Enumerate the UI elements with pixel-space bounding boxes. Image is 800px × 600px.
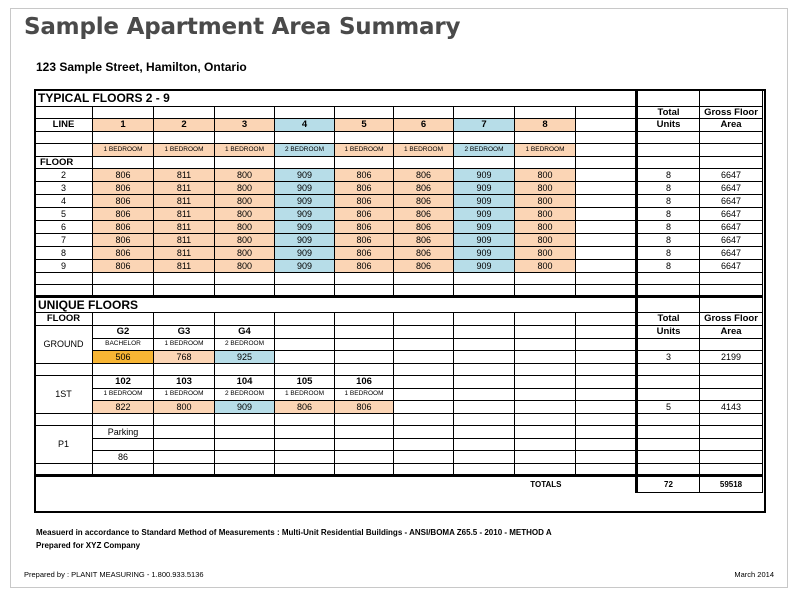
floor-total-units: 8 <box>637 247 700 260</box>
floor-number: 7 <box>35 234 93 247</box>
line-number: 2 <box>154 119 215 132</box>
unit-area-cell: 800 <box>515 221 576 234</box>
line-number: 6 <box>394 119 454 132</box>
unit-number: 103 <box>154 376 215 389</box>
unit-area-cell: 800 <box>515 234 576 247</box>
unit-type-label: 1 BEDROOM <box>394 144 454 157</box>
unit-area-cell: 806 <box>93 247 154 260</box>
unit-area-cell: 806 <box>93 182 154 195</box>
ground-total-units: 3 <box>637 351 700 364</box>
totals-label-cell: TOTALS <box>530 479 562 489</box>
unit-area-cell: 909 <box>454 195 515 208</box>
line-number: 7 <box>454 119 515 132</box>
unit-area-cell: 811 <box>154 221 215 234</box>
unit-type-label: 1 BEDROOM <box>154 144 215 157</box>
unit-area-cell: 800 <box>515 182 576 195</box>
unit-area-cell: 822 <box>93 401 154 414</box>
floor-total-units: 8 <box>637 221 700 234</box>
unit-area-cell: 806 <box>93 195 154 208</box>
unit-type-label: 2 BEDROOM <box>454 144 515 157</box>
unit-area-cell: 800 <box>215 221 275 234</box>
unit-area-cell: 806 <box>335 195 394 208</box>
unit-number: 106 <box>335 376 394 389</box>
measurement-standard-note: Measuerd in accordance to Standard Method of Measurements : Multi-Unit Residential Buildings - ANSI/BOMA Z65.5 - 2010 - METHOD A <box>36 528 552 537</box>
line-number: 8 <box>515 119 576 132</box>
unit-area-cell: 909 <box>275 234 335 247</box>
unit-type-label: 2 BEDROOM <box>275 144 335 157</box>
unique-floors-heading: UNIQUE FLOORS <box>35 297 637 313</box>
unit-area-cell: 806 <box>335 182 394 195</box>
unit-area-cell: 806 <box>335 221 394 234</box>
unit-area-cell: 909 <box>275 169 335 182</box>
unit-area-cell: 800 <box>515 195 576 208</box>
floor-total-units: 8 <box>637 234 700 247</box>
gross-floor-area-header: Area <box>700 119 763 132</box>
unit-area-cell: 806 <box>394 260 454 273</box>
line-number: 5 <box>335 119 394 132</box>
first-gross-area: 4143 <box>700 401 763 414</box>
unit-area-cell: 909 <box>275 247 335 260</box>
unit-area-cell: 909 <box>275 195 335 208</box>
unit-area-cell: 806 <box>93 169 154 182</box>
unit-area-cell: 806 <box>335 401 394 414</box>
grand-total-area: 59518 <box>700 476 763 493</box>
unit-number: G4 <box>215 326 275 339</box>
unit-area-cell: 909 <box>275 260 335 273</box>
unit-type-label: 2 BEDROOM <box>215 389 275 401</box>
unit-area-cell: 811 <box>154 208 215 221</box>
unit-type-label: BACHELOR <box>93 339 154 351</box>
unit-area-cell: 909 <box>454 234 515 247</box>
unit-area-cell: 806 <box>394 221 454 234</box>
parking-label: Parking <box>93 426 154 439</box>
unit-type-label: 1 BEDROOM <box>275 389 335 401</box>
unit-area-cell: 800 <box>215 234 275 247</box>
unit-area-cell: 806 <box>335 234 394 247</box>
unit-area-cell: 811 <box>154 169 215 182</box>
unit-area-cell: 800 <box>215 208 275 221</box>
unit-area-cell: 806 <box>335 169 394 182</box>
unit-area-cell: 806 <box>93 208 154 221</box>
unit-area-cell: 800 <box>515 169 576 182</box>
typical-floors-heading: TYPICAL FLOORS 2 - 9 <box>35 90 637 107</box>
unit-area-cell: 800 <box>515 247 576 260</box>
unit-area-cell: 909 <box>275 221 335 234</box>
unit-area-cell: 806 <box>394 169 454 182</box>
address: 123 Sample Street, Hamilton, Ontario <box>36 60 247 74</box>
floor-number: 8 <box>35 247 93 260</box>
ground-gross-area: 2199 <box>700 351 763 364</box>
unit-area-cell: 909 <box>454 260 515 273</box>
unit-area-cell: 800 <box>515 208 576 221</box>
unit-area-cell: 909 <box>454 247 515 260</box>
first-floor-label: 1ST <box>35 376 93 414</box>
unit-number: G3 <box>154 326 215 339</box>
unit-area-cell: 811 <box>154 195 215 208</box>
gross-floor-area-header: Gross Floor <box>700 313 763 326</box>
date-footer: March 2014 <box>734 570 774 579</box>
unit-area-cell: 806 <box>394 195 454 208</box>
unit-area-cell: 909 <box>275 182 335 195</box>
unit-area-cell: 800 <box>215 169 275 182</box>
unit-area-cell: 909 <box>454 169 515 182</box>
unit-type-label: 1 BEDROOM <box>154 339 215 351</box>
floor-gross-area: 6647 <box>700 234 763 247</box>
floor-total-units: 8 <box>637 169 700 182</box>
first-total-units: 5 <box>637 401 700 414</box>
unit-area-cell: 806 <box>93 234 154 247</box>
floor-gross-area: 6647 <box>700 195 763 208</box>
unit-area-cell: 800 <box>215 247 275 260</box>
unit-area-cell: 811 <box>154 260 215 273</box>
unit-area-cell: 806 <box>335 260 394 273</box>
floor-gross-area: 6647 <box>700 182 763 195</box>
page-title: Sample Apartment Area Summary <box>24 14 461 40</box>
unit-area-cell: 506 <box>93 351 154 364</box>
unit-type-label: 2 BEDROOM <box>215 339 275 351</box>
floor-number: 9 <box>35 260 93 273</box>
unit-number: 105 <box>275 376 335 389</box>
gross-floor-area-header: Area <box>700 326 763 339</box>
unit-area-cell: 800 <box>515 260 576 273</box>
floor-number: 5 <box>35 208 93 221</box>
unit-type-label: 1 BEDROOM <box>335 389 394 401</box>
unit-area-cell: 806 <box>394 182 454 195</box>
table-outer-border <box>34 89 766 513</box>
floor-gross-area: 6647 <box>700 208 763 221</box>
unit-area-cell: 811 <box>154 182 215 195</box>
line-number: 1 <box>93 119 154 132</box>
gross-floor-area-header: Gross Floor <box>700 107 763 119</box>
unit-area-cell: 909 <box>215 401 275 414</box>
unit-area-cell: 800 <box>215 195 275 208</box>
floor-label: FLOOR <box>35 157 93 169</box>
unit-area-cell: 909 <box>454 208 515 221</box>
total-units-header: Total <box>637 313 700 326</box>
line-number: 4 <box>275 119 335 132</box>
unit-type-label: 1 BEDROOM <box>515 144 576 157</box>
grand-total-units: 72 <box>637 476 700 493</box>
parking-count: 86 <box>93 451 154 464</box>
unit-type-label: 1 BEDROOM <box>93 389 154 401</box>
unit-number: 102 <box>93 376 154 389</box>
unit-area-cell: 909 <box>275 208 335 221</box>
total-units-header: Units <box>637 119 700 132</box>
floor-total-units: 8 <box>637 195 700 208</box>
unit-area-cell: 800 <box>154 401 215 414</box>
unit-type-label: 1 BEDROOM <box>335 144 394 157</box>
unit-area-cell: 806 <box>394 208 454 221</box>
unit-area-cell: 811 <box>154 247 215 260</box>
total-units-header: Total <box>637 107 700 119</box>
unit-area-cell: 909 <box>454 182 515 195</box>
line-number: 3 <box>215 119 275 132</box>
floor-label: FLOOR <box>35 313 93 326</box>
floor-number: 2 <box>35 169 93 182</box>
floor-total-units: 8 <box>637 260 700 273</box>
ground-floor-label: GROUND <box>35 326 93 364</box>
unit-area-cell: 768 <box>154 351 215 364</box>
floor-gross-area: 6647 <box>700 221 763 234</box>
floor-number: 4 <box>35 195 93 208</box>
unit-type-label: 1 BEDROOM <box>154 389 215 401</box>
total-units-header: Units <box>637 326 700 339</box>
unit-area-cell: 806 <box>394 234 454 247</box>
unit-type-label: 1 BEDROOM <box>215 144 275 157</box>
unit-area-cell: 925 <box>215 351 275 364</box>
floor-gross-area: 6647 <box>700 260 763 273</box>
floor-gross-area: 6647 <box>700 169 763 182</box>
prepared-by-footer: Prepared by : PLANIT MEASURING - 1.800.933.5136 <box>24 570 204 579</box>
floor-total-units: 8 <box>637 182 700 195</box>
p1-floor-label: P1 <box>35 426 93 464</box>
unit-area-cell: 909 <box>454 221 515 234</box>
unit-number: G2 <box>93 326 154 339</box>
unit-area-cell: 806 <box>275 401 335 414</box>
unit-number: 104 <box>215 376 275 389</box>
unit-type-label: 1 BEDROOM <box>93 144 154 157</box>
unit-area-cell: 806 <box>93 221 154 234</box>
floor-gross-area: 6647 <box>700 247 763 260</box>
floor-number: 3 <box>35 182 93 195</box>
unit-area-cell: 806 <box>394 247 454 260</box>
line-label: LINE <box>35 119 93 132</box>
floor-number: 6 <box>35 221 93 234</box>
unit-area-cell: 811 <box>154 234 215 247</box>
unit-area-cell: 806 <box>93 260 154 273</box>
unit-area-cell: 806 <box>335 208 394 221</box>
unit-area-cell: 800 <box>215 260 275 273</box>
unit-area-cell: 806 <box>335 247 394 260</box>
prepared-for-note: Prepared for XYZ Company <box>36 541 141 550</box>
floor-total-units: 8 <box>637 208 700 221</box>
unit-area-cell: 800 <box>215 182 275 195</box>
